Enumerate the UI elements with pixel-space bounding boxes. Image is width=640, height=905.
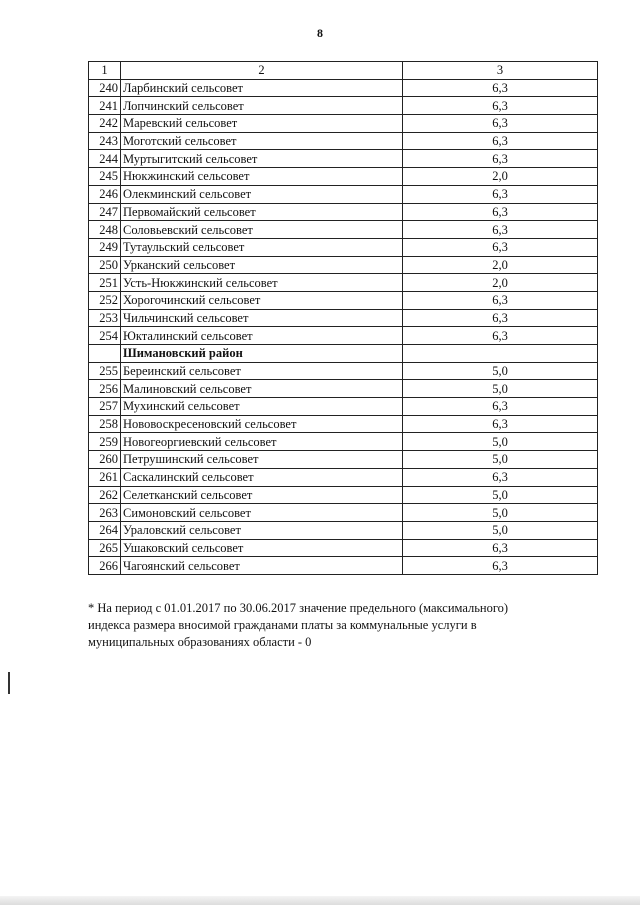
row-number: 240 <box>89 79 121 97</box>
row-number: 252 <box>89 291 121 309</box>
municipality-name: Нововоскресеновский сельсовет <box>121 415 403 433</box>
scan-bottom-strip <box>0 896 640 905</box>
table-row <box>89 79 598 97</box>
row-number: 242 <box>89 115 121 133</box>
row-number: 263 <box>89 504 121 522</box>
row-number: 253 <box>89 309 121 327</box>
index-value: 6,3 <box>403 238 598 256</box>
index-value: 6,3 <box>403 203 598 221</box>
row-number: 259 <box>89 433 121 451</box>
table-row <box>89 168 598 186</box>
table-row <box>89 185 598 203</box>
table-row <box>89 115 598 133</box>
municipality-name: Первомайский сельсовет <box>121 203 403 221</box>
scan-margin-mark <box>8 672 10 694</box>
table-row <box>89 539 598 557</box>
row-number: 256 <box>89 380 121 398</box>
index-value: 6,3 <box>403 132 598 150</box>
municipality-name: Чильчинский сельсовет <box>121 309 403 327</box>
column-header-value: 3 <box>403 62 598 80</box>
index-value: 5,0 <box>403 380 598 398</box>
index-value: 6,3 <box>403 79 598 97</box>
table-row <box>89 486 598 504</box>
footnote <box>88 600 588 651</box>
municipality-name: Лопчинский сельсовет <box>121 97 403 115</box>
municipality-name: Соловьевский сельсовет <box>121 221 403 239</box>
table-row <box>89 557 598 575</box>
row-number: 261 <box>89 468 121 486</box>
index-value: 6,3 <box>403 97 598 115</box>
index-value: 2,0 <box>403 168 598 186</box>
index-value <box>403 345 598 363</box>
index-value: 6,3 <box>403 185 598 203</box>
table-row <box>89 256 598 274</box>
table-row <box>89 291 598 309</box>
municipality-name: Юкталинский сельсовет <box>121 327 403 345</box>
table-row <box>89 309 598 327</box>
row-number <box>89 345 121 363</box>
table-row <box>89 150 598 168</box>
footnote-line: * На период с 01.01.2017 по 30.06.2017 значение предельного (максимального) <box>88 601 509 615</box>
index-value: 6,3 <box>403 539 598 557</box>
row-number: 250 <box>89 256 121 274</box>
row-number: 260 <box>89 451 121 469</box>
index-value: 6,3 <box>403 468 598 486</box>
table-row <box>89 415 598 433</box>
municipality-name: Береинский сельсовет <box>121 362 403 380</box>
table-body <box>89 62 598 575</box>
municipality-name: Маревский сельсовет <box>121 115 403 133</box>
municipality-name: Ларбинский сельсовет <box>121 79 403 97</box>
row-number: 258 <box>89 415 121 433</box>
section-title: Шимановский район <box>121 345 403 363</box>
municipality-name: Новогеоргиевский сельсовет <box>121 433 403 451</box>
municipality-name: Нюкжинский сельсовет <box>121 168 403 186</box>
municipality-name: Усть-Нюкжинский сельсовет <box>121 274 403 292</box>
index-value: 5,0 <box>403 521 598 539</box>
municipality-name: Симоновский сельсовет <box>121 504 403 522</box>
table-row <box>89 362 598 380</box>
index-value: 6,3 <box>403 221 598 239</box>
row-number: 264 <box>89 521 121 539</box>
municipality-name: Тутаульский сельсовет <box>121 238 403 256</box>
row-number: 247 <box>89 203 121 221</box>
table-section-row <box>89 345 598 363</box>
table-row <box>89 203 598 221</box>
municipality-name: Селетканский сельсовет <box>121 486 403 504</box>
municipality-name: Ушаковский сельсовет <box>121 539 403 557</box>
municipality-name: Урканский сельсовет <box>121 256 403 274</box>
municipality-name: Мухинский сельсовет <box>121 398 403 416</box>
table-row <box>89 504 598 522</box>
page-number: 8 <box>317 26 323 40</box>
index-value: 6,3 <box>403 309 598 327</box>
table-row <box>89 521 598 539</box>
row-number: 254 <box>89 327 121 345</box>
municipality-name: Ураловский сельсовет <box>121 521 403 539</box>
row-number: 244 <box>89 150 121 168</box>
index-value: 5,0 <box>403 504 598 522</box>
index-value: 6,3 <box>403 327 598 345</box>
tariff-table <box>88 61 598 575</box>
index-value: 6,3 <box>403 150 598 168</box>
column-header-number: 1 <box>89 62 121 80</box>
index-value: 6,3 <box>403 398 598 416</box>
municipality-name: Муртыгитский сельсовет <box>121 150 403 168</box>
table-row <box>89 468 598 486</box>
table-row <box>89 380 598 398</box>
footnote-line: индекса размера вносимой гражданами платы за коммунальные услуги в <box>88 618 477 632</box>
index-value: 6,3 <box>403 291 598 309</box>
table-row <box>89 451 598 469</box>
municipality-name: Петрушинский сельсовет <box>121 451 403 469</box>
index-value: 6,3 <box>403 557 598 575</box>
index-value: 5,0 <box>403 433 598 451</box>
column-header-name: 2 <box>121 62 403 80</box>
table-row <box>89 327 598 345</box>
row-number: 246 <box>89 185 121 203</box>
municipality-name: Чагоянский сельсовет <box>121 557 403 575</box>
table-row <box>89 238 598 256</box>
row-number: 248 <box>89 221 121 239</box>
index-value: 6,3 <box>403 115 598 133</box>
municipality-name: Моготский сельсовет <box>121 132 403 150</box>
table-row <box>89 433 598 451</box>
footnote-line: муниципальных образованиях области - 0 <box>88 635 312 649</box>
index-value: 6,3 <box>403 415 598 433</box>
table-row <box>89 132 598 150</box>
row-number: 241 <box>89 97 121 115</box>
table-row <box>89 274 598 292</box>
index-value: 5,0 <box>403 451 598 469</box>
municipality-name: Малиновский сельсовет <box>121 380 403 398</box>
row-number: 243 <box>89 132 121 150</box>
row-number: 266 <box>89 557 121 575</box>
index-value: 2,0 <box>403 256 598 274</box>
municipality-name: Саскалинский сельсовет <box>121 468 403 486</box>
table-row <box>89 221 598 239</box>
row-number: 255 <box>89 362 121 380</box>
row-number: 251 <box>89 274 121 292</box>
row-number: 262 <box>89 486 121 504</box>
row-number: 265 <box>89 539 121 557</box>
municipality-name: Олекминский сельсовет <box>121 185 403 203</box>
row-number: 249 <box>89 238 121 256</box>
table-row <box>89 97 598 115</box>
index-value: 5,0 <box>403 486 598 504</box>
municipality-name: Хорогочинский сельсовет <box>121 291 403 309</box>
index-value: 5,0 <box>403 362 598 380</box>
row-number: 257 <box>89 398 121 416</box>
table-row <box>89 398 598 416</box>
row-number: 245 <box>89 168 121 186</box>
table-header-row <box>89 62 598 80</box>
index-value: 2,0 <box>403 274 598 292</box>
